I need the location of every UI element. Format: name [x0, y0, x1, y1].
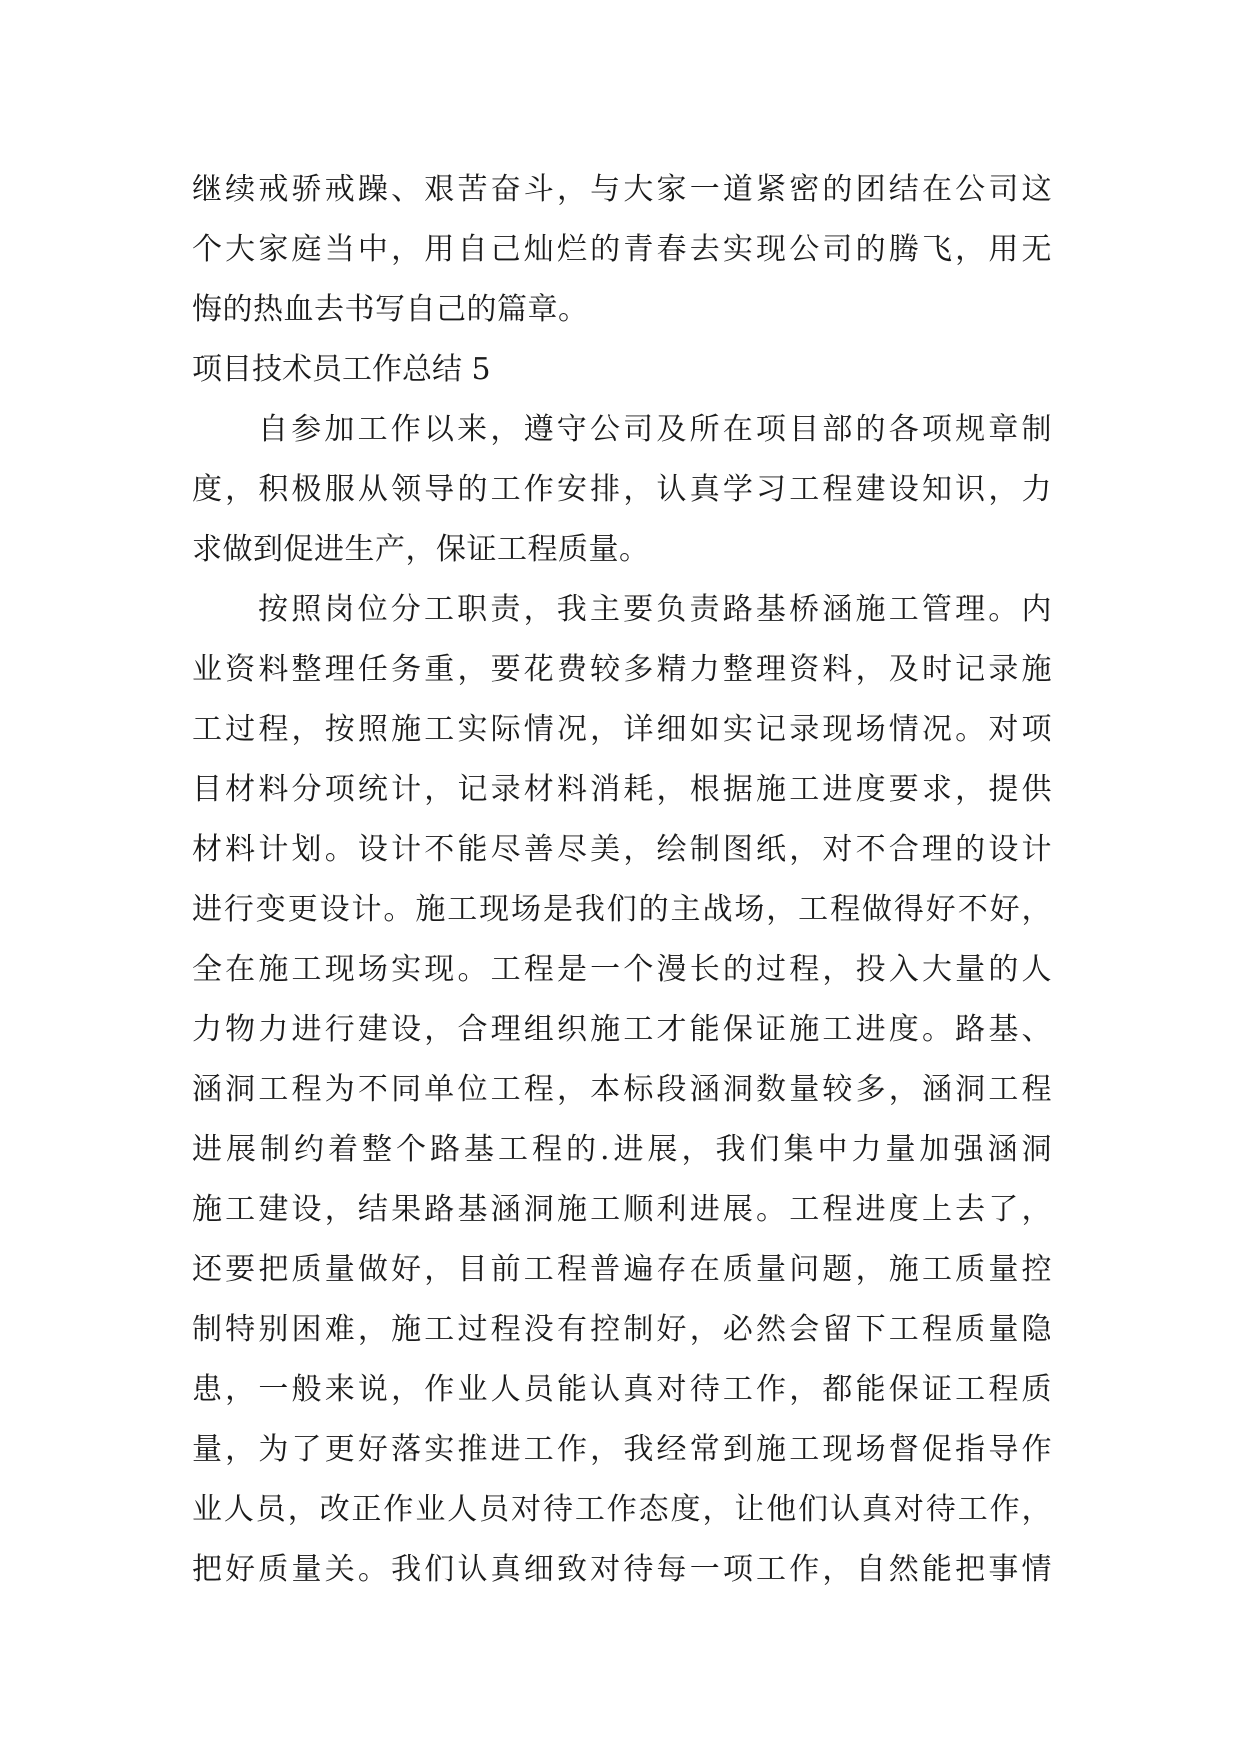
- text-line: 个大家庭当中，用自己灿烂的青春去实现公司的腾飞，用无: [192, 232, 1052, 267]
- text-line: 材料计划。设计不能尽善尽美，绘制图纸，对不合理的设计: [192, 832, 1052, 867]
- text-line: 自参加工作以来，遵守公司及所在项目部的各项规章制: [258, 412, 1052, 447]
- text-line: 度，积极服从领导的工作安排，认真学习工程建设知识，力: [192, 472, 1052, 507]
- text-line: 制特别困难，施工过程没有控制好，必然会留下工程质量隐: [192, 1312, 1052, 1347]
- text-line: 按照岗位分工职责，我主要负责路基桥涵施工管理。内: [258, 592, 1052, 627]
- text-line: 业资料整理任务重，要花费较多精力整理资料，及时记录施: [192, 652, 1052, 687]
- document-body: [192, 160, 1052, 1600]
- text-line: 施工建设，结果路基涵洞施工顺利进展。工程进度上去了，: [192, 1192, 1052, 1227]
- text-line: 还要把质量做好，目前工程普遍存在质量问题，施工质量控: [192, 1252, 1052, 1287]
- continuation-paragraph: [192, 160, 1052, 340]
- text-line: 业人员，改正作业人员对待工作态度，让他们认真对待工作，: [192, 1492, 1052, 1527]
- section-heading: 项目技术员工作总结 5: [192, 352, 491, 387]
- paragraph-1: [192, 400, 1052, 580]
- text-line: 量，为了更好落实推进工作，我经常到施工现场督促指导作: [192, 1432, 1052, 1467]
- text-line: 力物力进行建设，合理组织施工才能保证施工进度。路基、: [192, 1012, 1052, 1047]
- text-line: 患，一般来说，作业人员能认真对待工作，都能保证工程质: [192, 1372, 1052, 1407]
- text-line: 进行变更设计。施工现场是我们的主战场，工程做得好不好，: [192, 892, 1052, 927]
- text-line: 把好质量关。我们认真细致对待每一项工作，自然能把事情: [192, 1552, 1052, 1587]
- text-line: 求做到促进生产，保证工程质量。: [192, 532, 650, 567]
- text-line: 全在施工现场实现。工程是一个漫长的过程，投入大量的人: [192, 952, 1052, 987]
- text-line: 工过程，按照施工实际情况，详细如实记录现场情况。对项: [192, 712, 1052, 747]
- text-line: 进展制约着整个路基工程的.进展，我们集中力量加强涵洞: [192, 1132, 1052, 1167]
- text-line: 悔的热血去书写自己的篇章。: [192, 292, 589, 327]
- text-line: 目材料分项统计，记录材料消耗，根据施工进度要求，提供: [192, 772, 1052, 807]
- paragraph-2: [192, 580, 1052, 1600]
- text-line: 继续戒骄戒躁、艰苦奋斗，与大家一道紧密的团结在公司这: [192, 172, 1052, 207]
- text-line: 涵洞工程为不同单位工程，本标段涵洞数量较多，涵洞工程: [192, 1072, 1052, 1107]
